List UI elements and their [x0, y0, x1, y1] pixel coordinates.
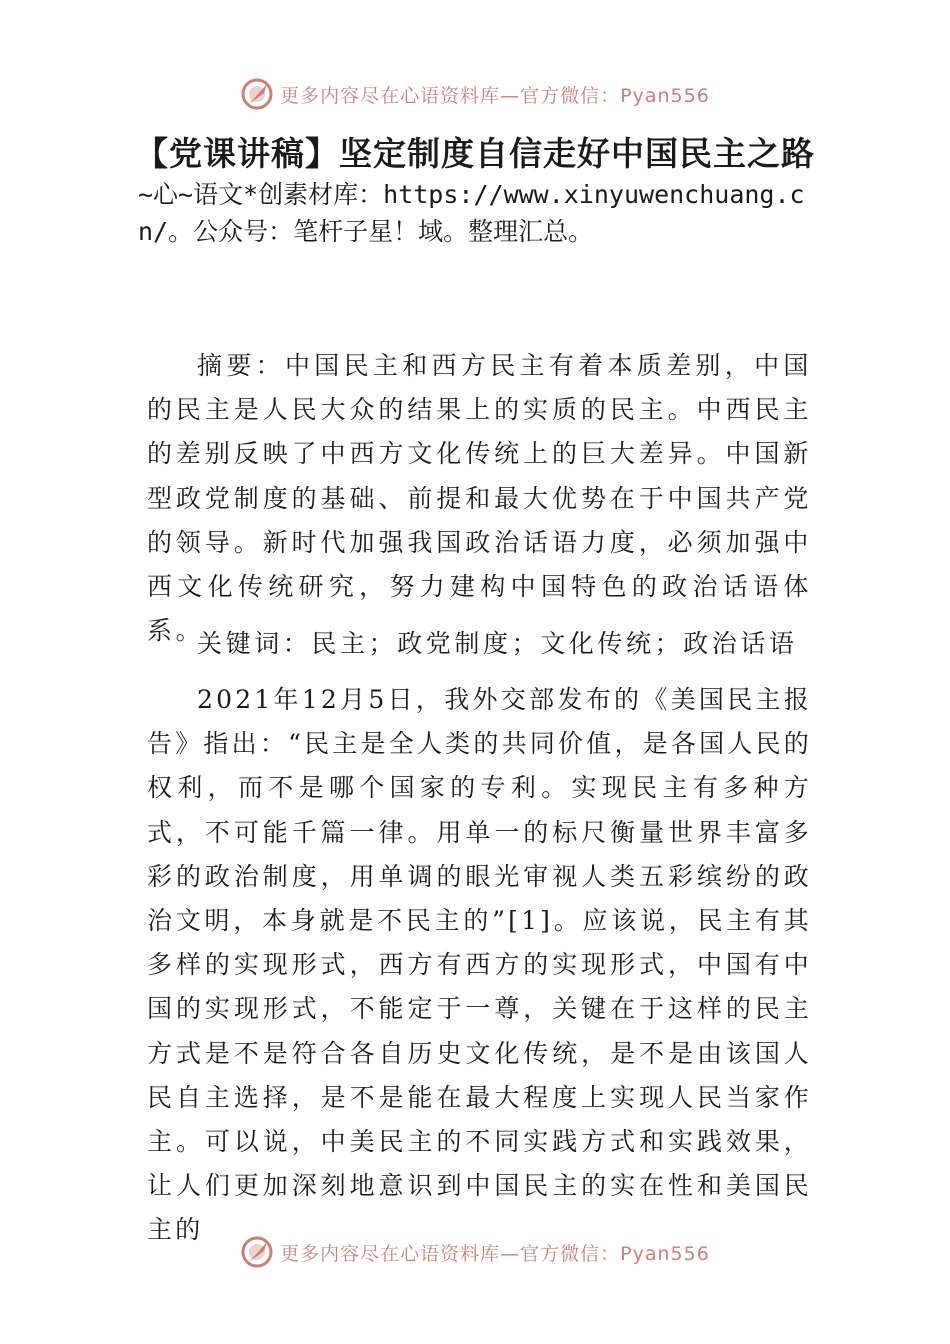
- watermark-text: 更多内容尽在心语资料库—官方微信：Pyan556: [280, 84, 710, 107]
- footer-watermark: [0, 1232, 950, 1272]
- quill-seal-logo-icon: [240, 1235, 274, 1269]
- body-paragraph: 2021年12月5日，我外交部发布的《美国民主报告》指出：“民主是全人类的共同价值，是各国人民的权利，而不是哪个国家的专利。实现民主有多种方式，不可能千篇一律。用单一的标尺衡量世界丰富多彩的政治制度，用单调的眼光审视人类五彩缤纷的政治文明，本身就是不民主的”[1]。应该说，民主有其多样的实现形式，西方有西方的实现形式，中国有中国的实现形式，不能定于一尊，关键在于这样的民主方式是不是符合各自历史文化传统，是不是由该国人民自主选择，是不是能在最大程度上实现人民当家作主。可以说，中美民主的不同实践方式和实践效果，让人们更加深刻地意识到中国民主的实在性和美国民主的: [147, 685, 812, 1245]
- abstract-paragraph: 摘要：中国民主和西方民主有着本质差别，中国的民主是人民大众的结果上的实质的民主。中西民主的差别反映了中西方文化传统上的巨大差异。中国新型政党制度的基础、前提和最大优势在于中国共产党的领导。新时代加强我国政治话语力度，必须加强中西文化传统研究，努力建构中国特色的政治话语体系。: [147, 351, 812, 646]
- quill-seal-logo-icon: [240, 77, 274, 111]
- watermark-text: 更多内容尽在心语资料库—官方微信：Pyan556: [280, 1242, 710, 1265]
- keywords-paragraph: 关键词：民主；政党制度；文化传统；政治话语: [197, 629, 798, 658]
- header-watermark: [0, 74, 950, 114]
- source-line: ~心~语文*创素材库：https://www.xinyuwenchuang.cn/。公众号：笔杆子星！域。整理汇总。: [138, 180, 805, 246]
- document-title: 【党课讲稿】坚定制度自信走好中国民主之路: [135, 134, 815, 173]
